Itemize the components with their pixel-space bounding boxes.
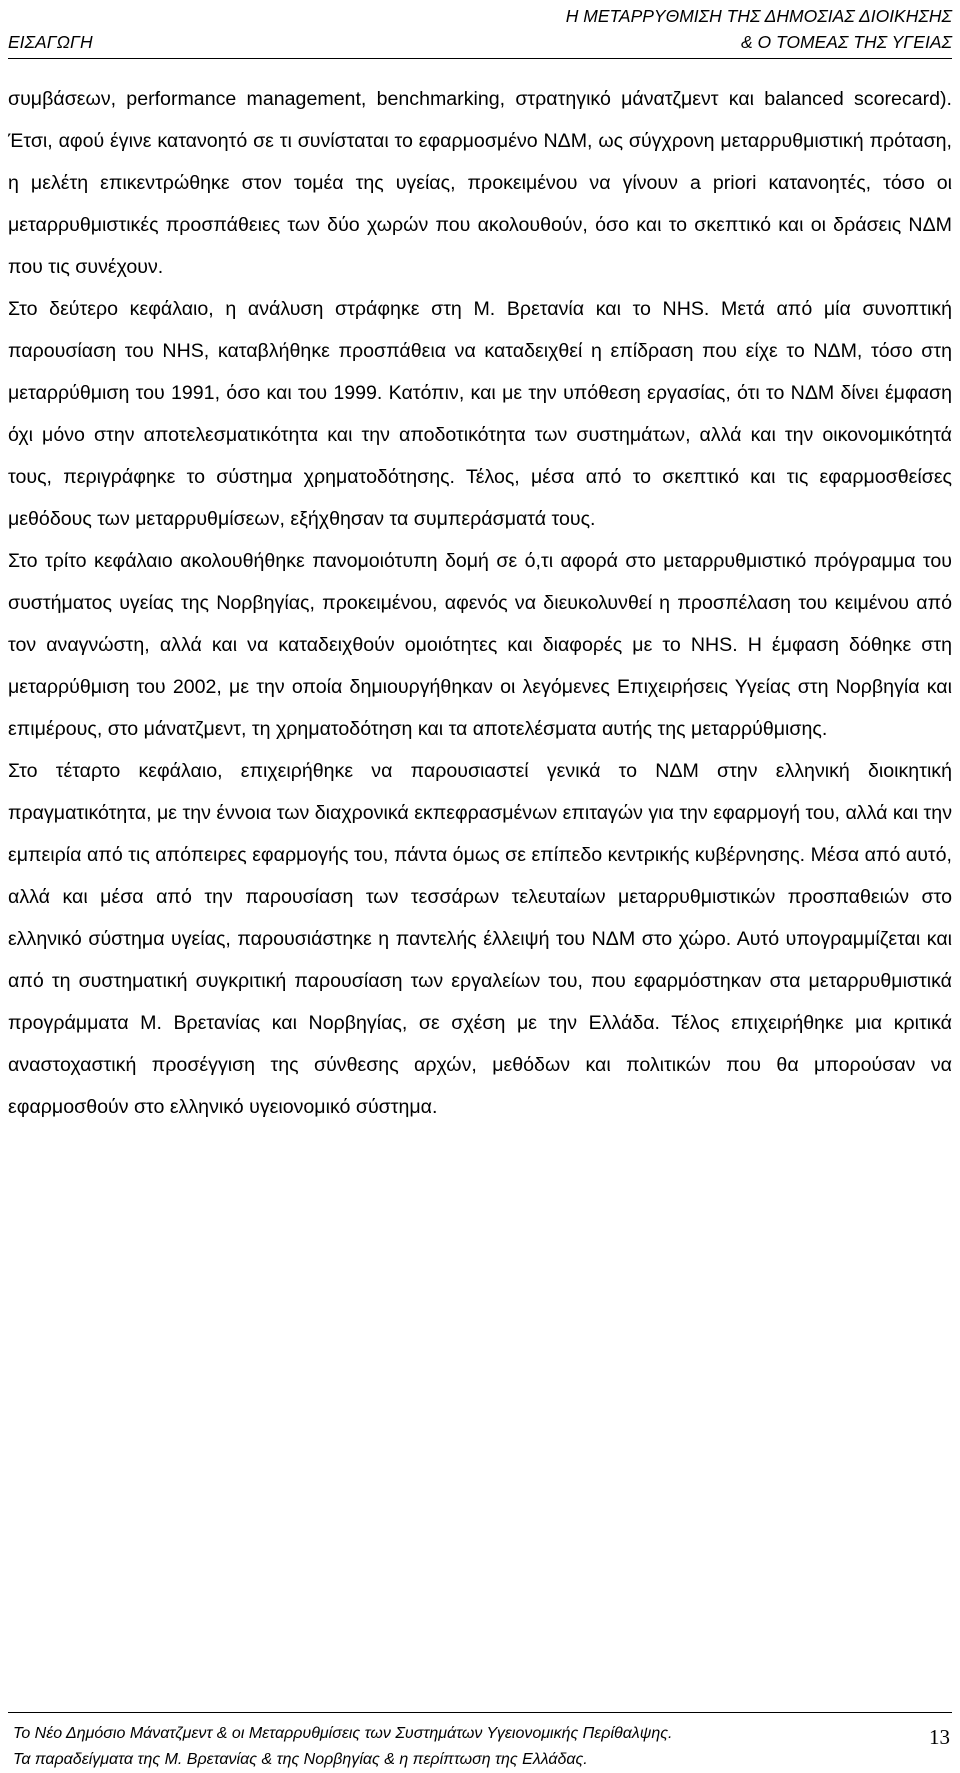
footer-line1: Το Νέο Δημόσιο Μάνατζμεντ & οι Μεταρρυθμίσεις των Συστημάτων Υγειονομικής Περίθαλψης. — [13, 1725, 673, 1742]
header-title-line2: & Ο ΤΟΜΕΑΣ ΤΗΣ ΥΓΕΙΑΣ — [741, 32, 952, 52]
footer-line2: Τα παραδείγματα της Μ. Βρετανίας & της Νορβηγίας & η περίπτωση της Ελλάδας. — [13, 1751, 588, 1768]
footer-text — [13, 1721, 672, 1773]
body-text — [8, 78, 952, 1128]
header-title-line1: Η ΜΕΤΑΡΡΥΘΜΙΣΗ ΤΗΣ ΔΗΜΟΣΙΑΣ ΔΙΟΙΚΗΣΗΣ — [565, 6, 952, 26]
paragraph: Στο τρίτο κεφάλαιο ακολουθήθηκε πανομοιότυπη δομή σε ό,τι αφορά στο μεταρρυθμιστικό πρόγραμμα του συστήματος υγείας της Νορβηγίας, προκειμένου, αφενός να διευκολυνθεί η προσπέλαση του κειμένου από τον αναγνώστη, αλλά και να καταδειχθούν ομοιότητες και διαφορές με το NHS. Η έμφαση δόθηκε στη μεταρρύθμιση του 2002, με την οποία δημιουργήθηκαν οι λεγόμενες Επιχειρήσεις Υγείας στη Νορβηγία και επιμέρους, στο μάνατζμεντ, τη χρηματοδότηση και τα αποτελέσματα αυτής της μεταρρύθμισης. — [8, 550, 952, 740]
paragraph: Στο τέταρτο κεφάλαιο, επιχειρήθηκε να παρουσιαστεί γενικά το ΝΔΜ στην ελληνική διοικητική πραγματικότητα, με την έννοια των διαχρονικά εκπεφρασμένων επιταγών για την εφαρμογή του, αλλά και την εμπειρία από τις απόπειρες εφαρμογής του, πάντα όμως σε επίπεδο κεντρικής κυβέρνησης. Μέσα από αυτό, αλλά και μέσα από την παρουσίαση των τεσσάρων τελευταίων μεταρρυθμιστικών προσπαθειών στο ελληνικό σύστημα υγείας, παρουσιάστηκε η παντελής έλλειψή του ΝΔΜ στο χώρο. Αυτό υπογραμμίζεται και από τη συστηματική συγκριτική παρουσίαση των εργαλείων του, που εφαρμόστηκαν στα μεταρρυθμιστικά προγράμματα Μ. Βρετανίας και Νορβηγίας, σε σχέση με την Ελλάδα. Τέλος επιχειρήθηκε μια κριτικά αναστοχαστική προσέγγιση της σύνθεσης αρχών, μεθόδων και πολιτικών που θα μπορούσαν να εφαρμοσθούν στο ελληνικό υγειονομικό σύστημα. — [8, 760, 952, 1118]
page-footer — [8, 1712, 952, 1769]
paragraph: συμβάσεων, performance management, benchmarking, στρατηγικό μάνατζμεντ και balanced scorecard). Έτσι, αφού έγινε κατανοητό σε τι συνίσταται το εφαρμοσμένο ΝΔΜ, ως σύγχρονη μεταρρυθμιστική πρόταση, η μελέτη επικεντρώθηκε στον τομέα της υγείας, προκειμένου να γίνουν a priori κατανοητές, τόσο οι μεταρρυθμιστικές προσπάθειες των δύο χωρών που ακολουθούν, όσο και το σκεπτικό και οι δράσεις ΝΔΜ που τις συνέχουν. — [8, 88, 952, 278]
header-section: ΕΙΣΑΓΩΓΗ — [8, 32, 93, 52]
paragraph: Στο δεύτερο κεφάλαιο, η ανάλυση στράφηκε στη Μ. Βρετανία και το NHS. Μετά από μία συνοπτική παρουσίαση του NHS, καταβλήθηκε προσπάθεια να καταδειχθεί η επίδραση που είχε το ΝΔΜ, τόσο στη μεταρρύθμιση του 1991, όσο και του 1999. Κατόπιν, και με την υπόθεση εργασίας, ότι το ΝΔΜ δίνει έμφαση όχι μόνο στην αποτελεσματικότητα και την αποδοτικότητα των συστημάτων, αλλά και την οικονομικότητά τους, περιγράφηκε το σύστημα χρηματοδότησης. Τέλος, μέσα από το σκεπτικό και τις εφαρμοσθείσες μεθόδους των μεταρρυθμίσεων, εξήχθησαν τα συμπεράσματά τους. — [8, 298, 952, 530]
page-number: 13 — [929, 1725, 950, 1749]
page-header — [8, 6, 952, 59]
